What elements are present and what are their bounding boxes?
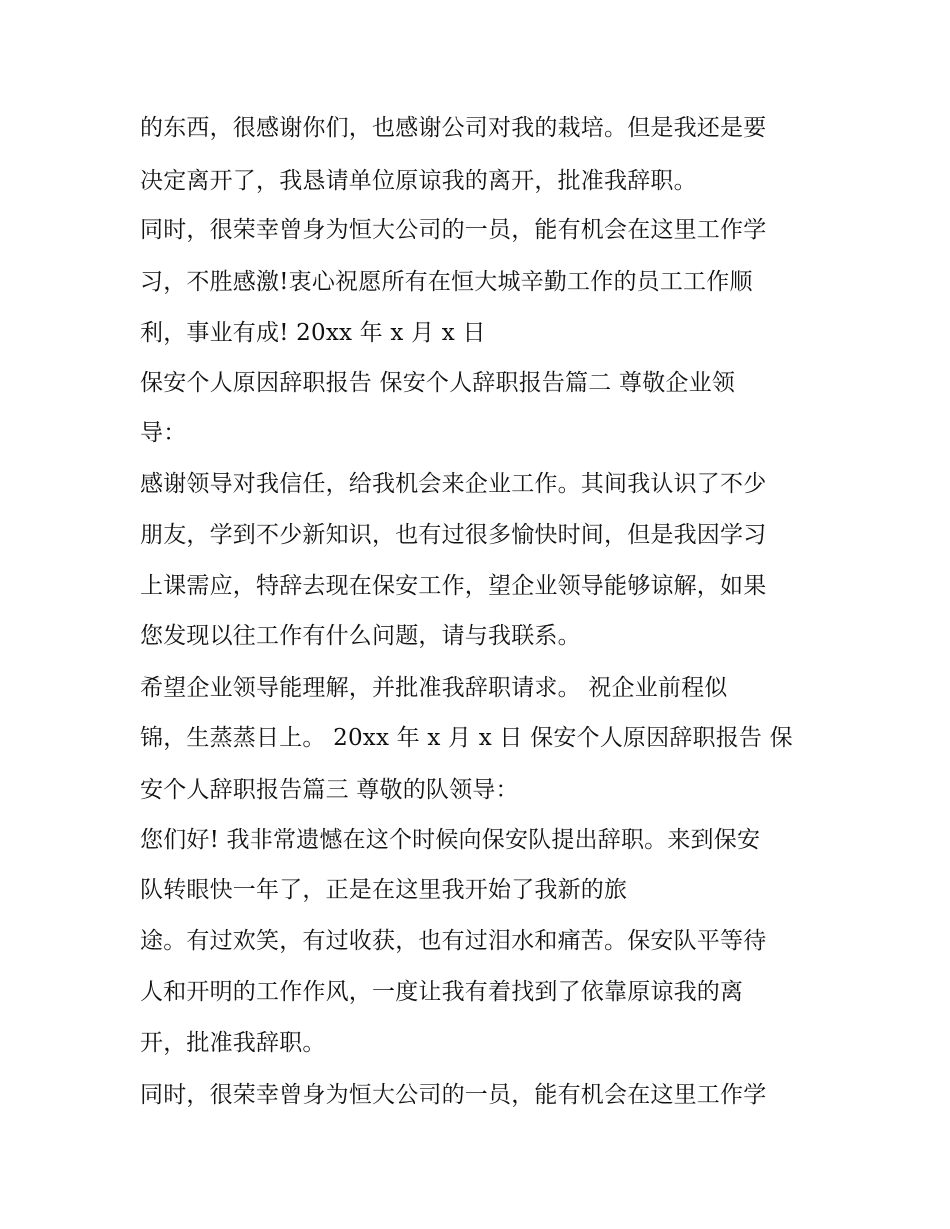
text-line: 决定离开了，我恳请单位原谅我的离开，批准我辞职。 [140, 168, 697, 194]
text-line: 您发现以往工作有什么问题，请与我联系。 [140, 623, 581, 649]
text-line: 希望企业领导能理解，并批准我辞职请求。 祝企业前程似 [140, 675, 728, 701]
text-line: 上课需应，特辞去现在保安工作，望企业领导能够谅解，如果 [140, 573, 767, 599]
text-line: 安个人辞职报告篇三 尊敬的队领导： [140, 777, 519, 803]
text-line: 您们好! 我非常遗憾在这个时候向保安队提出辞职。来到保安 [140, 827, 761, 853]
text-line: 同时，很荣幸曾身为恒大公司的一员，能有机会在这里工作学 [140, 217, 767, 243]
text-line: 习，不胜感激!衷心祝愿所有在恒大城辛勤工作的员工工作顺 [140, 269, 753, 295]
text-line: 的东西，很感谢你们，也感谢公司对我的栽培。但是我还是要 [140, 115, 767, 141]
text-line: 导： [140, 420, 187, 446]
text-line: 利，事业有成! 20xx 年 x 月 x 日 [140, 320, 486, 346]
text-line: 途。有过欢笑，有过收获，也有过泪水和痛苦。保安队平等待 [140, 928, 767, 954]
text-line: 人和开明的工作作风，一度让我有着找到了依靠原谅我的离 [140, 979, 744, 1005]
text-line: 同时，很荣幸曾身为恒大公司的一员，能有机会在这里工作学 [140, 1082, 767, 1108]
text-line: 保安个人原因辞职报告 保安个人辞职报告篇二 尊敬企业领 [140, 370, 736, 396]
text-line: 朋友，学到不少新知识，也有过很多愉快时间，但是我因学习 [140, 522, 767, 548]
text-line: 开，批准我辞职。 [140, 1030, 326, 1056]
text-line: 锦，生蒸蒸日上。 20xx 年 x 月 x 日 保安个人原因辞职报告 保 [140, 725, 793, 751]
text-line: 感谢领导对我信任，给我机会来企业工作。其间我认识了不少 [140, 471, 767, 497]
text-line: 队转眼快一年了，正是在这里我开始了我新的旅 [140, 877, 628, 903]
